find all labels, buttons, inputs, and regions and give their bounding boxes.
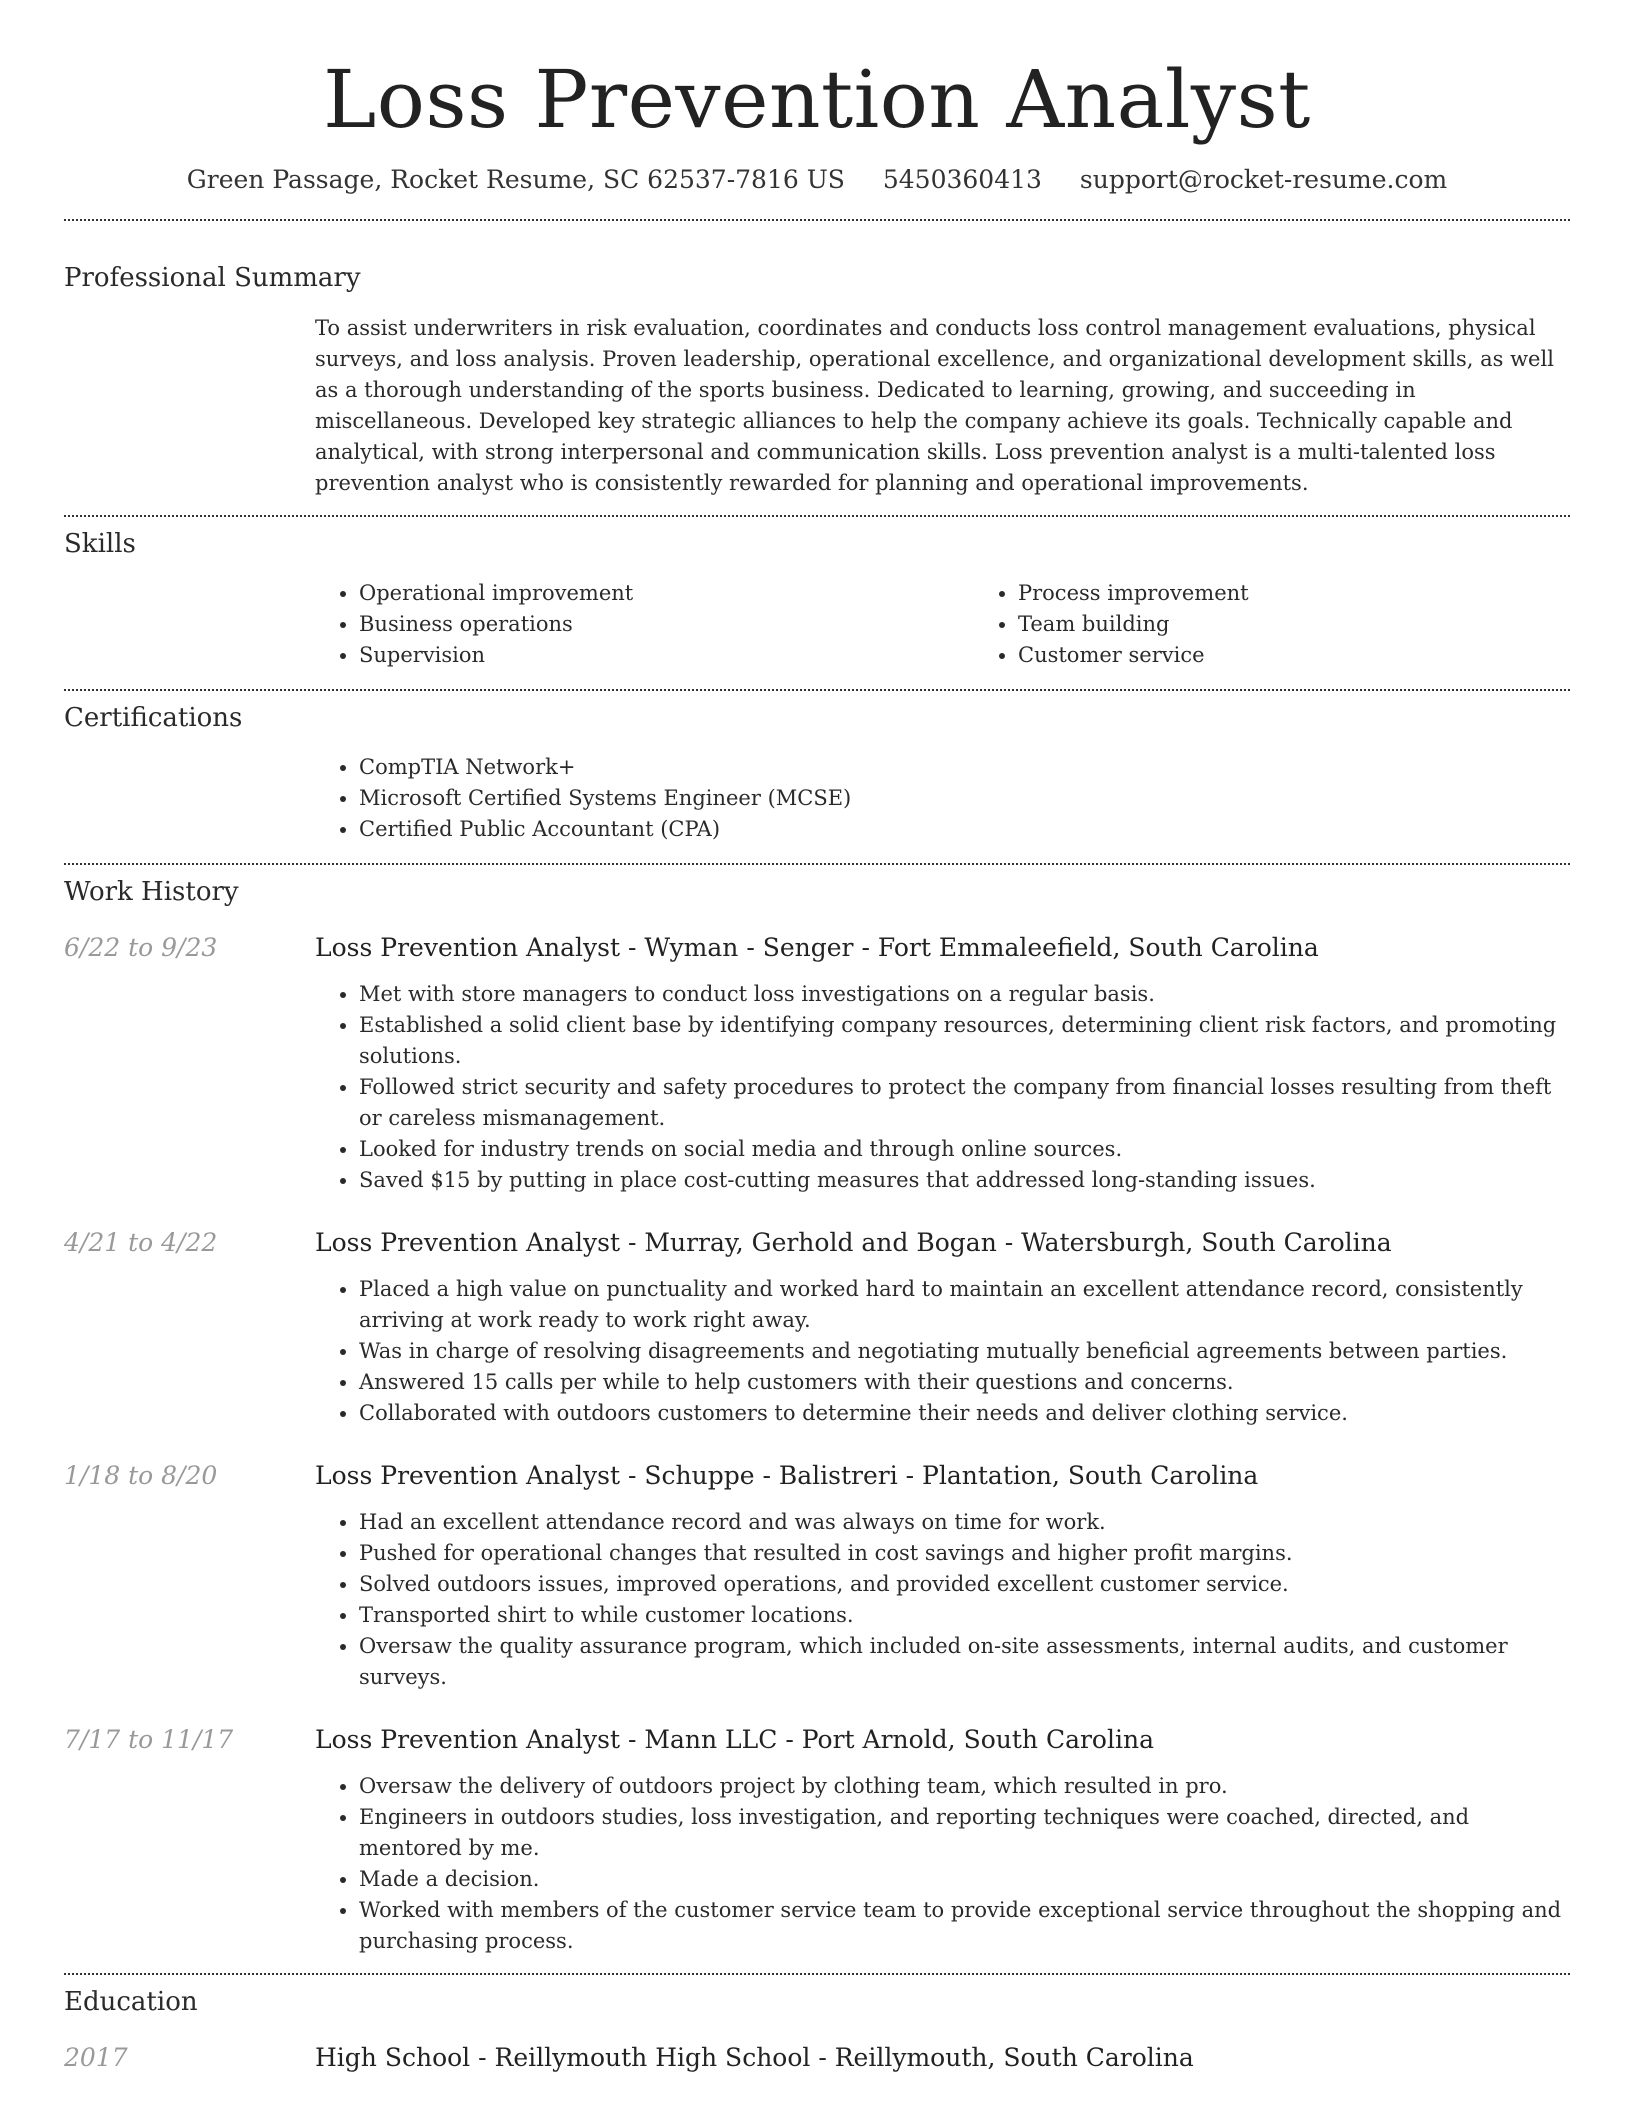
job-bullet: • Met with store managers to conduct loss investigations on a regular basis. [359, 979, 1570, 1010]
contact-address: Green Passage, Rocket Resume, SC 62537-7816 US [186, 165, 845, 194]
certification-item: • CompTIA Network+ [359, 752, 1570, 783]
job-title: Loss Prevention Analyst [315, 1228, 621, 1257]
job-bullet: • Was in charge of resolving disagreements and negotiating mutually beneficial agreements between parties. [359, 1336, 1570, 1367]
job-bullet: • Made a decision. [359, 1864, 1570, 1895]
skill-item: • Process improvement [1018, 578, 1632, 609]
job-bullet: • Engineers in outdoors studies, loss investigation, and reporting techniques were coached, directed, and mentored by me. [359, 1802, 1570, 1864]
certification-item: • Certified Public Accountant (CPA) [359, 814, 1570, 845]
job-dates: 4/21 to 4/22 [64, 1228, 218, 1257]
divider [64, 863, 1570, 865]
divider [64, 515, 1570, 517]
section-title-work-history: Work History [64, 877, 239, 907]
section-title-certifications: Certifications [64, 703, 243, 733]
skill-item: • Team building [1018, 609, 1632, 640]
job-bullet: • Placed a high value on punctuality and worked hard to maintain an excellent attendance record, consistently arriving at work ready to work right away. [359, 1274, 1570, 1336]
job-company: Schuppe - Balistreri [644, 1461, 898, 1490]
education-year: 2017 [64, 2043, 128, 2072]
job-dates: 7/17 to 11/17 [64, 1725, 234, 1754]
section-title-summary: Professional Summary [64, 263, 361, 293]
contact-line [64, 164, 1570, 196]
job-entry [64, 1226, 1570, 1429]
job-bullet: • Oversaw the quality assurance program, which included on-site assessments, internal audits, and customer surveys. [359, 1631, 1570, 1693]
job-bullet: • Saved $15 by putting in place cost-cutting measures that addressed long-standing issues. [359, 1165, 1570, 1196]
skills-column-left [315, 578, 974, 671]
contact-phone: 5450360413 [882, 165, 1042, 194]
education-location: Reillymouth, South Carolina [834, 2043, 1194, 2072]
job-company: Murray, Gerhold and Bogan [644, 1228, 997, 1257]
certifications-list [315, 752, 1570, 845]
job-bullet: • Worked with members of the customer service team to provide exceptional service throughout the shopping and purchasing process. [359, 1895, 1570, 1957]
job-bullet: • Solved outdoors issues, improved operations, and provided excellent customer service. [359, 1569, 1570, 1600]
divider [64, 1973, 1570, 1975]
education-entry [64, 2041, 1570, 2075]
divider [64, 689, 1570, 691]
education-school: Reillymouth High School [494, 2043, 811, 2072]
job-location: Plantation, South Carolina [922, 1461, 1259, 1490]
job-location: Port Arnold, South Carolina [801, 1725, 1154, 1754]
job-location: Fort Emmaleefield, South Carolina [877, 933, 1319, 962]
job-bullet: • Looked for industry trends on social media and through online sources. [359, 1134, 1570, 1165]
section-title-education: Education [64, 1987, 198, 2017]
skill-item: • Operational improvement [359, 578, 974, 609]
candidate-name: Loss Prevention Analyst [323, 53, 1311, 146]
job-bullet: • Established a solid client base by identifying company resources, determining client risk factors, and promoting solutions. [359, 1010, 1570, 1072]
job-bullets [315, 1274, 1570, 1429]
summary-text: To assist underwriters in risk evaluation, coordinates and conducts loss control management evaluations, physical surveys, and loss analysis. Proven leadership, operational excellence, and organizational development skills, as well as a thorough understanding of the sports business. Dedicated to learning, growing, and succeeding in miscellaneous. Developed key strategic alliances to help the company achieve its goals. Technically capable and analytical, with strong interpersonal and communication skills. Loss prevention analyst is a multi-talented loss prevention analyst who is consistently rewarded for planning and operational improvements. [315, 316, 1554, 495]
section-title-skills: Skills [64, 529, 136, 559]
job-heading: Loss Prevention Analyst - Schuppe - Balistreri - Plantation, South Carolina [315, 1461, 1259, 1490]
job-entry [64, 931, 1570, 1196]
job-bullet: • Followed strict security and safety procedures to protect the company from financial losses resulting from theft or careless mismanagement. [359, 1072, 1570, 1134]
job-entry [64, 1459, 1570, 1693]
job-heading: Loss Prevention Analyst - Wyman - Senger - Fort Emmaleefield, South Carolina [315, 933, 1319, 962]
resume-page [64, 0, 1570, 2075]
job-bullets [315, 979, 1570, 1196]
job-heading: Loss Prevention Analyst - Murray, Gerhold and Bogan - Watersburgh, South Carolina [315, 1228, 1392, 1257]
job-dates: 1/18 to 8/20 [64, 1461, 218, 1490]
job-location: Watersburgh, South Carolina [1021, 1228, 1392, 1257]
job-title: Loss Prevention Analyst [315, 1725, 621, 1754]
skill-item: • Customer service [1018, 640, 1632, 671]
skills-column-right [974, 578, 1632, 671]
job-bullets [315, 1771, 1570, 1957]
job-dates: 6/22 to 9/23 [64, 933, 218, 962]
education-degree: High School [315, 2043, 471, 2072]
skills-list [315, 578, 1632, 671]
job-company: Wyman - Senger [644, 933, 854, 962]
job-bullet: • Answered 15 calls per while to help customers with their questions and concerns. [359, 1367, 1570, 1398]
job-title: Loss Prevention Analyst [315, 1461, 621, 1490]
job-bullet: • Collaborated with outdoors customers to determine their needs and deliver clothing service. [359, 1398, 1570, 1429]
job-bullet: • Oversaw the delivery of outdoors project by clothing team, which resulted in pro. [359, 1771, 1570, 1802]
job-company: Mann LLC [644, 1725, 778, 1754]
education-heading: High School - Reillymouth High School - Reillymouth, South Carolina [315, 2043, 1194, 2072]
certification-item: • Microsoft Certified Systems Engineer (MCSE) [359, 783, 1570, 814]
job-bullet: • Had an excellent attendance record and was always on time for work. [359, 1507, 1570, 1538]
contact-email: support@rocket-resume.com [1079, 165, 1448, 194]
job-title: Loss Prevention Analyst [315, 933, 621, 962]
skill-item: • Supervision [359, 640, 974, 671]
job-heading: Loss Prevention Analyst - Mann LLC - Port Arnold, South Carolina [315, 1725, 1154, 1754]
job-bullet: • Pushed for operational changes that resulted in cost savings and higher profit margins. [359, 1538, 1570, 1569]
job-entry [64, 1723, 1570, 1957]
skill-item: • Business operations [359, 609, 974, 640]
job-bullets [315, 1507, 1570, 1693]
divider [64, 219, 1570, 221]
job-bullet: • Transported shirt to while customer locations. [359, 1600, 1570, 1631]
